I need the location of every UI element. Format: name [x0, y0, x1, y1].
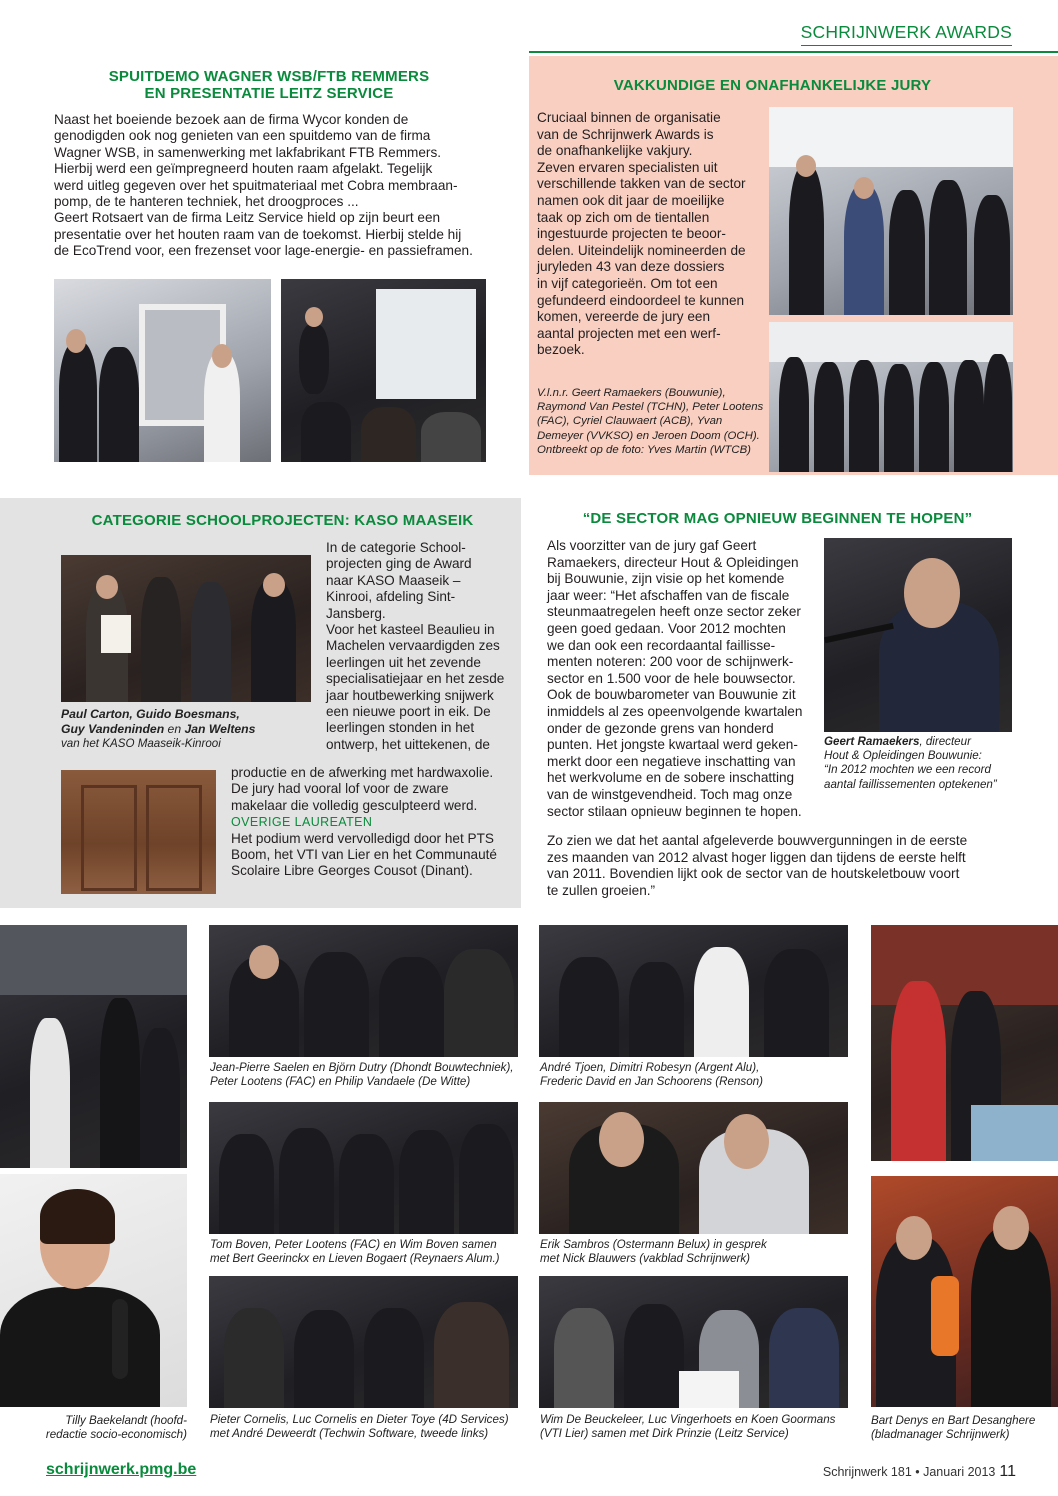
sector-caption	[824, 735, 1019, 792]
caption-line: Tilly Baekelandt (hoofd-	[65, 1414, 187, 1427]
spuitdemo-title-line2: EN PRESENTATIE LEITZ SERVICE	[144, 85, 394, 102]
caption-line: met Nick Blauwers (vakblad Schrijnwerk)	[540, 1252, 751, 1266]
kaso-body-right	[326, 540, 516, 753]
caption-saelen	[210, 1061, 530, 1089]
spuitdemo-title	[54, 68, 484, 102]
kaso-body-wide	[231, 765, 516, 880]
section-title: SCHRIJNWERK AWARDS	[801, 22, 1012, 46]
kaso-line: Het podium werd vervolledigd door het PTS	[231, 830, 494, 846]
kaso-line: leerlingen uit het zevende	[326, 654, 481, 670]
sector-caption-line: aantal faillissementen optekenen”	[824, 777, 997, 791]
sector-title: “DE SECTOR MAG OPNIEUW BEGINNEN TE HOPEN”	[582, 510, 973, 527]
photo-tjoen-groep	[539, 925, 848, 1057]
photo-geert-ramaekers	[824, 538, 1012, 732]
spuitdemo-line: presentatie over het houten raam van de toekomst. Hierbij stelde hij	[54, 226, 462, 242]
photo-zaal-overzicht	[0, 925, 187, 1168]
sector-line: steunmaatregelen heeft onze sector zeker	[547, 604, 801, 620]
jury-caption-line: Demeyer (VVKSO) en Jeroen Doom (OCH).	[537, 429, 760, 442]
jury-line: van de Schrijnwerk Awards is	[537, 126, 714, 142]
sector-caption-line: “In 2012 mochten we een record	[824, 763, 991, 777]
photo-cornelis-groep	[209, 1276, 518, 1408]
sector-caption-line: Hout & Opleidingen Bouwunie:	[824, 749, 982, 763]
kaso-line: specialisatiejaar en het zesde	[326, 671, 505, 687]
sector-caption-role: , directeur	[919, 735, 971, 748]
caption-line: Pieter Cornelis, Luc Cornelis en Dieter Toye (4D Services)	[210, 1413, 509, 1426]
caption-tjoen	[540, 1061, 860, 1089]
header-rule	[529, 51, 1058, 53]
jury-caption-line: Raymond Van Pestel (TCHN), Peter Lootens	[537, 401, 764, 414]
jury-line: delen. Uiteindelijk nomineerden de	[537, 242, 746, 258]
jury-title: VAKKUNDIGE EN ONAFHANKELIJKE JURY	[613, 77, 932, 94]
sector-line: geen goed gedaan. Voor 2012 mochten	[547, 620, 786, 636]
spuitdemo-line: pomp, de te hanteren techniek, het droogproces ...	[54, 194, 359, 210]
photo-jury-groep	[769, 322, 1013, 472]
jury-caption	[537, 386, 772, 457]
caption-sambros	[540, 1238, 860, 1266]
jury-caption-line: (FAC), Cyriel Clauwaert (ACB), Yvan	[537, 415, 723, 428]
kaso-line: productie en de afwerking met hardwaxolie.	[231, 765, 494, 780]
sector-line: bij Bouwunie, zijn visie op het komende	[547, 571, 785, 587]
caption-line: Erik Sambros (Ostermann Belux) in gesprek	[540, 1238, 767, 1251]
kaso-line: Boom, het VTI van Lier en het Communauté	[231, 847, 497, 863]
caption-line: (bladmanager Schrijnwerk)	[871, 1428, 1010, 1442]
footer-site-link[interactable]: schrijnwerk.pmg.be	[46, 1461, 197, 1478]
spuitdemo-line: Hierbij werd een geïmpregneerd houten raam afgelakt. Tegelijk	[54, 161, 433, 177]
jury-caption-line: V.l.n.r. Geert Ramaekers (Bouwunie),	[537, 387, 726, 399]
kaso-line: ontwerp, het uittekenen, de	[326, 736, 490, 752]
footer-issue	[823, 1463, 1016, 1481]
sector-line: van 2011. Bovendien lijkt ook de sector van de houtskeletbouw voort	[547, 866, 960, 882]
kaso-caption-names: Paul Carton, Guido Boesmans,	[61, 707, 240, 721]
jury-line: bezoek.	[537, 342, 585, 358]
jury-line: ingestuurde projecten te beoor-	[537, 226, 726, 242]
photo-boven-groep	[209, 1102, 518, 1234]
jury-line: Zeven ervaren specialisten uit	[537, 159, 718, 175]
photo-kaso-winnaars	[61, 555, 311, 702]
spuitdemo-body	[54, 112, 494, 260]
sector-line: van de winstgevendheid. Toch mag onze	[547, 786, 793, 802]
photo-leitz-presentatie	[281, 279, 486, 462]
sector-line: we dan ook een recordaantal faillisse-	[547, 637, 776, 653]
caption-tilly	[10, 1414, 187, 1442]
caption-cornelis	[210, 1413, 530, 1441]
caption-beuckeleer	[540, 1413, 860, 1441]
photo-denys-desanghere	[871, 1176, 1058, 1407]
jury-line: verschillende takken van de sector	[537, 176, 746, 192]
kaso-line: naar KASO Maaseik –	[326, 572, 461, 588]
spuitdemo-line: de EcoTrend voor, een frezenset voor lage-energie- en passieframen.	[54, 243, 473, 259]
caption-line: Wim De Beuckeleer, Luc Vingerhoets en Koen Goormans	[540, 1413, 836, 1426]
jury-line: taak op zich om de tientallen	[537, 209, 710, 225]
sector-line: Ook de bouwbarometer van Bouwunie zit	[547, 687, 796, 703]
jury-line: komen, vereerde de jury een	[537, 309, 711, 325]
caption-line: Tom Boven, Peter Lootens (FAC) en Wim Boven samen	[210, 1238, 497, 1251]
spuitdemo-line: Wagner WSB, in samenwerking met lakfabrikant FTB Remmers.	[54, 144, 442, 160]
sector-line: punten. Het jongste kwartaal werd geken-	[547, 737, 798, 753]
kaso-title: CATEGORIE SCHOOLPROJECTEN: KASO MAASEIK	[91, 512, 474, 529]
kaso-line: Scolaire Libre Georges Cousot (Dinant).	[231, 863, 473, 879]
caption-line: met Bert Geerinckx en Lieven Bogaert (Reynaers Alum.)	[210, 1252, 500, 1266]
photo-spuitdemo	[54, 279, 271, 462]
photo-eiken-poort	[61, 770, 216, 894]
page-number: 11	[999, 1463, 1016, 1480]
kaso-line: makelaar die volledig gesculpteerd werd.	[231, 797, 478, 813]
sector-line: jaar weer: “Het afschaffen van de fiscale	[547, 587, 790, 603]
overige-laureaten-head: OVERIGE LAUREATEN	[231, 815, 373, 830]
photo-beuckeleer-groep	[539, 1276, 848, 1408]
sector-line: te zullen groeien.”	[547, 882, 656, 898]
sector-line: merkt door een negatieve inschatting van	[547, 753, 796, 769]
jury-caption-line: Ontbreekt op de foto: Yves Martin (WTCB)	[537, 443, 751, 456]
caption-line: Frederic David en Jan Schoorens (Renson)	[540, 1075, 763, 1089]
sector-body-narrow	[547, 538, 817, 820]
sector-line: sector stilaan opnieuw beginnen te hopen.	[547, 803, 802, 819]
sector-line: het werkvolume en de sobere inschatting	[547, 770, 795, 786]
kaso-line: projecten ging de Award	[326, 556, 472, 572]
sector-line: onder de gezonde grens van honderd	[547, 720, 774, 736]
caption-line: Peter Lootens (FAC) en Philip Vandaele (De Witte)	[210, 1075, 471, 1089]
spuitdemo-title-line1: SPUITDEMO WAGNER WSB/FTB REMMERS	[108, 68, 430, 85]
sector-body-wide	[547, 833, 1017, 899]
caption-denys	[871, 1414, 1058, 1442]
jury-line: namen ook dit jaar de moeilijke	[537, 192, 725, 208]
spuitdemo-line: Geert Rotsaert van de firma Leitz Service hield op zijn beurt een	[54, 210, 441, 226]
jury-line: Cruciaal binnen de organisatie	[537, 110, 721, 125]
photo-sambros-gesprek	[539, 1102, 848, 1234]
caption-line: met André Deweerdt (Techwin Software, tweede links)	[210, 1427, 489, 1441]
sector-line: sector en 1.500 voor de hele bouwsector.	[547, 670, 796, 686]
caption-line: Jean-Pierre Saelen en Björn Dutry (Dhondt Bouwtechniek),	[210, 1061, 514, 1074]
jury-line: aantal projecten met een werf-	[537, 325, 721, 341]
sector-line: Als voorzitter van de jury gaf Geert	[547, 538, 757, 553]
kaso-caption-names: Jan Weltens	[184, 722, 256, 736]
photo-stand	[871, 925, 1058, 1161]
jury-line: de onafhankelijke vakjury.	[537, 143, 693, 159]
sector-line: Zo zien we dat het aantal afgeleverde bouwvergunningen in de eerste	[547, 833, 968, 848]
kaso-line: Jansberg.	[326, 605, 386, 621]
caption-line: redactie socio-economisch)	[45, 1428, 187, 1442]
caption-boven	[210, 1238, 530, 1266]
kaso-line: De jury had vooral lof voor de zware	[231, 781, 449, 797]
sector-line: Ramaekers, directeur Hout & Opleidingen	[547, 554, 799, 570]
kaso-line: Kinrooi, afdeling Sint-	[326, 589, 456, 605]
spuitdemo-line: genodigden ook nog genieten van een spuitdemo van de firma	[54, 128, 431, 144]
kaso-line: jaar houtbewerking snijwerk	[326, 687, 494, 703]
jury-line: in vijf categorieën. Om tot een	[537, 275, 718, 291]
sector-line: menten noteren: 200 voor de schijnwerk-	[547, 654, 794, 670]
footer-issue-text: Schrijnwerk 181 • Januari 2013	[822, 1465, 996, 1479]
kaso-caption-names: Guy Vandeninden	[61, 722, 165, 736]
jury-body	[537, 110, 767, 359]
photo-saelen-groep	[209, 925, 518, 1057]
caption-line: André Tjoen, Dimitri Robesyn (Argent Alu),	[540, 1061, 760, 1074]
sector-line: zes maanden van 2012 alvast hoger liggen dan tijdens de eerste helft	[547, 849, 966, 865]
spuitdemo-line: Naast het boeiende bezoek aan de firma Wycor konden de	[54, 112, 409, 127]
caption-line: Bart Denys en Bart Desanghere	[871, 1414, 1036, 1427]
kaso-line: leerlingen stonden in het	[326, 720, 475, 736]
photo-tilly-baekelandt	[0, 1174, 187, 1407]
kaso-line: Voor het kasteel Beaulieu in	[326, 622, 495, 638]
spuitdemo-line: werd uitleg gegeven over het spuitmateriaal met Cobra membraan-	[54, 177, 458, 193]
kaso-caption-en: en	[167, 722, 182, 736]
kaso-line: een nieuwe poort in eik. De	[326, 704, 491, 720]
jury-line: juryleden 43 van deze dossiers	[537, 259, 725, 275]
kaso-caption	[61, 707, 321, 751]
sector-line: inmiddels al zes opeenvolgende kwartalen	[547, 703, 803, 719]
photo-jury-werfbezoek	[769, 107, 1013, 315]
sector-caption-name: Geert Ramaekers	[824, 735, 920, 748]
jury-line: gefundeerd eindoordeel te kunnen	[537, 292, 745, 308]
kaso-line: Machelen vervaardigden zes	[326, 638, 500, 654]
kaso-line: In de categorie School-	[326, 540, 466, 555]
kaso-caption-school: van het KASO Maaseik-Kinrooi	[61, 737, 221, 750]
caption-line: (VTI Lier) samen met Dirk Prinzie (Leitz Service)	[540, 1427, 789, 1441]
